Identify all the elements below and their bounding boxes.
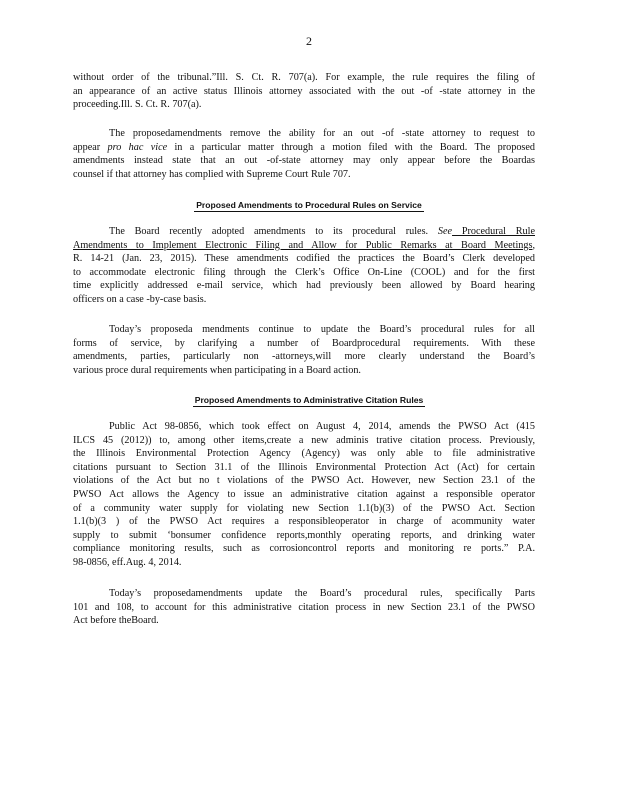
text-line: 1.1(b)(3 ) of the PWSO Act requires a responsibleoperator in charge of acommunity water: [73, 516, 535, 528]
text-line: various proce dural requirements when participating in a Board action.: [73, 364, 361, 376]
text-line: [73, 225, 535, 239]
text-line: counsel if that attorney has complied with Supreme Court Rule 707.: [73, 168, 351, 180]
heading-text: Proposed Amendments to Administrative Citation Rules: [194, 395, 424, 405]
text-line: Public Act 98-0856, which took effect on August 4, 2014, amends the PWSO Act (415: [109, 421, 535, 432]
text-line: time explicitly addressed e-mail service, which had previously been allowed by Board hearing: [73, 280, 535, 292]
section-heading-administrative-citation: [0, 395, 618, 407]
text-line: The proposedamendments remove the ability for an out -of -state attorney to request to: [109, 128, 535, 139]
italic-signal: See: [437, 226, 453, 237]
heading-text: Proposed Amendments to Procedural Rules on Service: [196, 200, 422, 210]
text-line: ILCS 45 (2012)) to, among other items,create a new adminis trative citation process. Previously,: [73, 434, 535, 446]
text-line: to accommodate electronic filing through the Clerk’s Office On-Line (COOL) and for the first: [73, 266, 535, 278]
text-line: 98-0856, eff.Aug. 4, 2014.: [73, 556, 182, 568]
text-line: PWSO Act allows the Agency to issue an administrative citation against a responsible operator: [73, 488, 535, 500]
text-span: The Board recently adopted amendments to its procedural rules.: [109, 226, 438, 237]
text-line: supply to submit ‘bonsumer confidence reports,monthly operating reports, and drinking water: [73, 529, 535, 541]
text-line: of a community water supply for violating new Section 1.1(b)(3) of the PWSO Act. Section: [73, 502, 535, 514]
text-line: without order of the tribunal.”Ill. S. Ct. R. 707(a). For example, the rule requires the filing of: [73, 72, 535, 83]
paragraph-board-recently-adopted: [73, 225, 535, 307]
text-line: amendments, parties, particularly non -attorneys,will more clearly understand the Board’s: [73, 351, 535, 363]
text-line: proceeding.Ill. S. Ct. R. 707(a).: [73, 99, 202, 111]
citation-title: Amendments to Implement Electronic Filing and Allow for Public Remarks at Board Meetings: [73, 239, 533, 251]
text-line: forms of service, by clarifying a number of Boardprocedural requirements. With these: [73, 337, 535, 349]
paragraph-todays-proposed-citation: [73, 587, 535, 628]
text-line: R. 14-21 (Jan. 23, 2015). These amendments codified the practices the Board’s Clerk developed: [73, 253, 535, 265]
text-line: the Illinois Environmental Protection Agency (Agency) was only able to file administrative: [73, 448, 535, 460]
text-line: Act before theBoard.: [73, 615, 159, 627]
text-line: officers on a case -by-case basis.: [73, 293, 207, 305]
text-line: an appearance of an active status Illinois attorney associated with the out -of -state attorney in the: [73, 85, 535, 97]
text-line: 101 and 108, to account for this administrative citation process in new Section 23.1 of the PWSO: [73, 601, 535, 613]
paragraph-todays-proposed-service: [73, 323, 535, 377]
text-line: [73, 141, 535, 155]
citation-title: Procedural Rule: [452, 226, 535, 237]
page-number: 2: [306, 34, 312, 48]
italic-term: pro hac vice: [107, 141, 168, 153]
text-line: Today’s proposedamendments update the Board’s procedural rules, specifically Parts: [109, 588, 535, 599]
text-span: appear: [73, 141, 108, 153]
text-line: citations pursuant to Section 31.1 of the Illinois Environmental Protection Act (Act) for certain: [73, 461, 535, 473]
paragraph-pro-hac-vice-rule: [73, 71, 535, 112]
text-line: amendments instead state that an out -of-state attorney may only appear before the Boardas: [73, 155, 535, 167]
text-span: ,: [532, 239, 535, 251]
text-line: violations of the Act but no t violations of the PWSO Act. However, new Section 23.1 of the: [73, 475, 535, 487]
paragraph-public-act: [73, 420, 535, 570]
text-line: Today’s proposeda mendments continue to update the Board’s procedural rules for all: [109, 324, 535, 335]
text-line: compliance monitoring results, such as corrosioncontrol reports and monitoring re ports.” P.A.: [73, 543, 535, 555]
text-line: [73, 239, 535, 253]
section-heading-service: [0, 200, 618, 212]
text-span: in a particular matter through a motion filed with the Board. The proposed: [167, 141, 535, 153]
paragraph-proposed-amendments-appearance: [73, 127, 535, 181]
